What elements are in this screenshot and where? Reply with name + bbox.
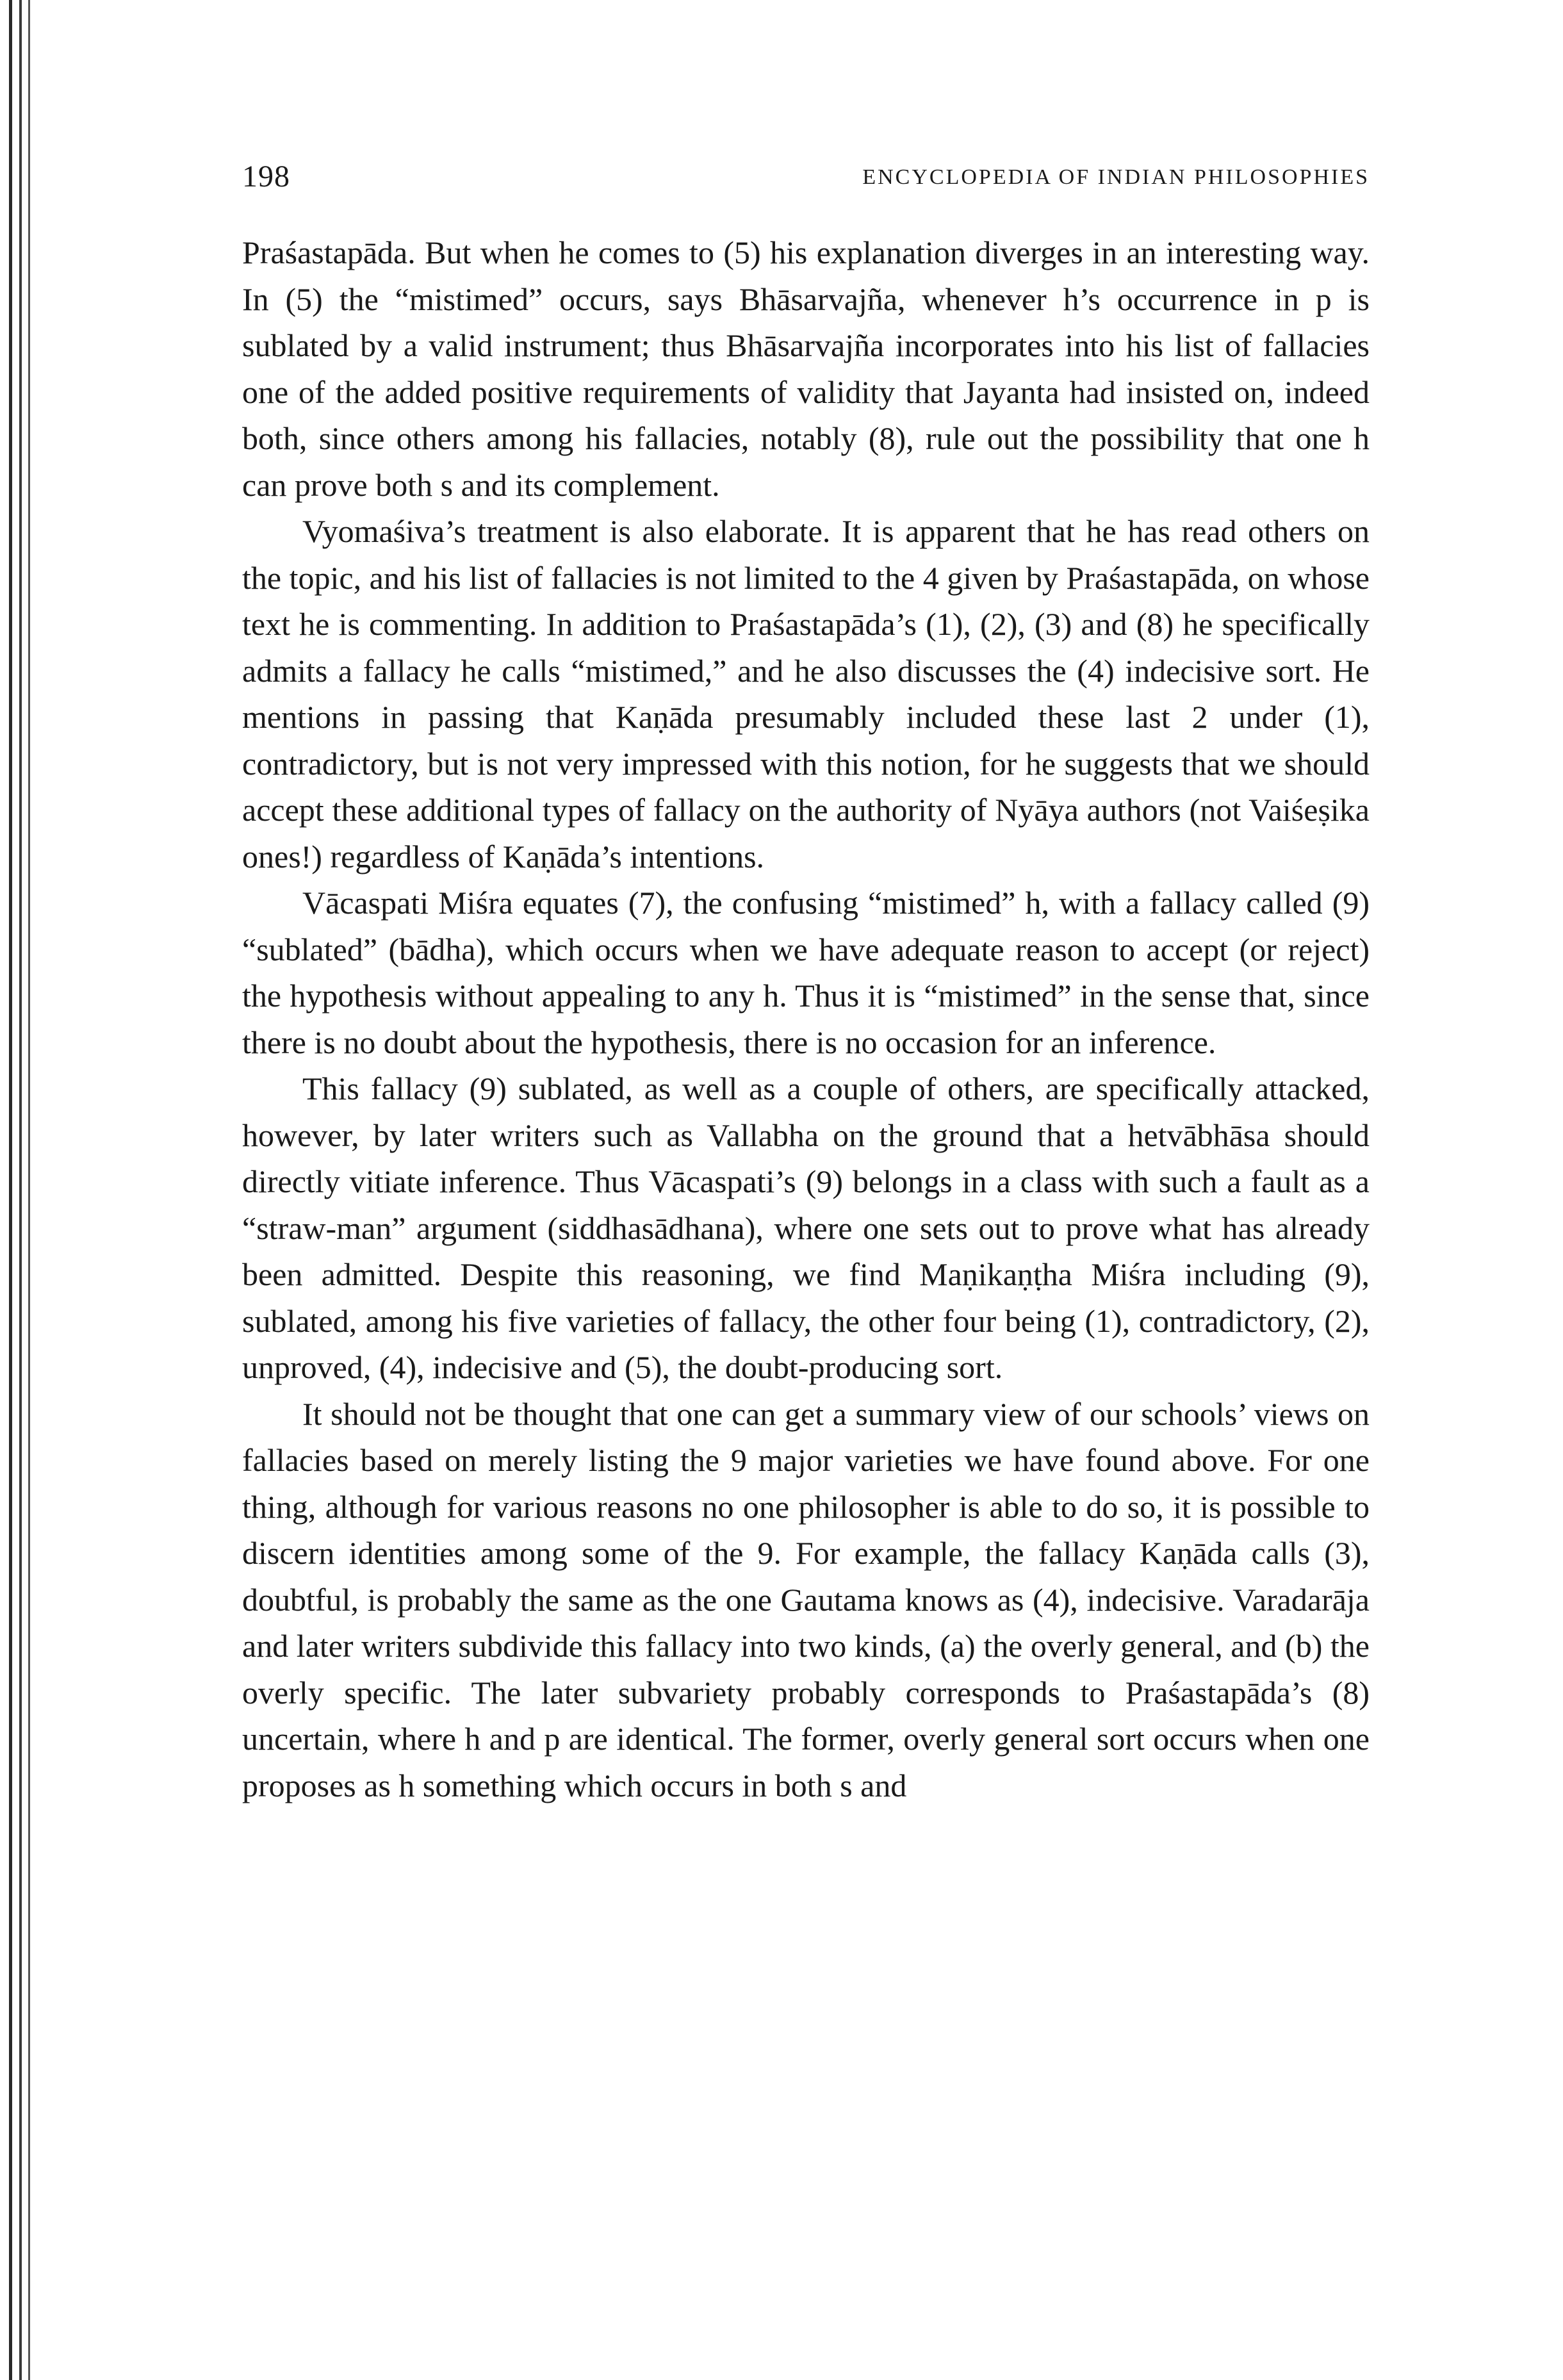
scan-binding-edge (28, 0, 30, 2380)
page-number: 198 (242, 160, 290, 193)
paragraph-4: This fallacy (9) sublated, as well as a couple of others, are specifically attacked, however, by later writers such as Vallabha on the ground that a hetvābhāsa should directly vitiate inference. Thus Vācaspati’s (9) belongs in a class with such a fault as a “straw-man” argument (siddhasādhana), where one sets out to prove what has already been admitted. Despite this reasoning, we find Maṇikaṇṭha Miśra including (9), sublated, among his five varieties of fallacy, the other four being (1), contradictory, (2), unproved, (4), indecisive and (5), the doubt-producing sort. (242, 1071, 1370, 1385)
paragraph-1: Praśastapāda. But when he comes to (5) his explanation diverges in an interesting way. In (5) the “mistimed” occurs, says Bhāsarvajña, whenever h’s occurrence in p is sublated by a valid instrument; thus Bhāsarvajña incorporates into his list of fallacies one of the added positive requirements of validity that Jayanta had insisted on, indeed both, since others among his fallacies, notably (8), rule out the possibility that one h can prove both s and its complement. (242, 234, 1370, 503)
page-header (242, 159, 1370, 197)
scan-binding-edge (19, 0, 22, 2380)
scan-binding-edge (9, 0, 12, 2380)
paragraph-5: It should not be thought that one can get a summary view of our schools’ views on fallacies based on merely listing the 9 major varieties we have found above. For one thing, although for various reasons no one philosopher is able to do so, it is possible to discern identities among some of the 9. For example, the fallacy Kaṇāda calls (3), doubtful, is probably the same as the one Gautama knows as (4), indecisive. Varadarāja and later writers subdivide this fallacy into two kinds, (a) the overly general, and (b) the overly specific. The later subvariety probably corresponds to Praśastapāda’s (8) uncertain, where h and p are identical. The former, overly general sort occurs when one proposes as h something which occurs in both s and (242, 1395, 1370, 1803)
paragraph-2: Vyomaśiva’s treatment is also elaborate. It is apparent that he has read others on the topic, and his list of fallacies is not limited to the 4 given by Praśastapāda, on whose text he is commenting. In addition to Praśastapāda’s (1), (2), (3) and (8) he specifically admits a fallacy he calls “mistimed,” and he also discusses the (4) indecisive sort. He mentions in passing that Kaṇāda presumably included these last 2 under (1), contradictory, but is not very impressed with this notion, for he suggests that we should accept these additional types of fallacy on the authority of Nyāya authors (not Vaiśeṣika ones!) regardless of Kaṇāda’s intentions. (242, 513, 1370, 874)
running-head: ENCYCLOPEDIA OF INDIAN PHILOSOPHIES (862, 165, 1370, 189)
body-text (242, 229, 1370, 1809)
paragraph-3: Vācaspati Miśra equates (7), the confusing “mistimed” h, with a fallacy called (9) “sublated” (bādha), which occurs when we have adequate reason to accept (or reject) the hypothesis without appealing to any h. Thus it is “mistimed” in the sense that, since there is no doubt about the hypothesis, there is no occasion for an inference. (242, 885, 1370, 1060)
